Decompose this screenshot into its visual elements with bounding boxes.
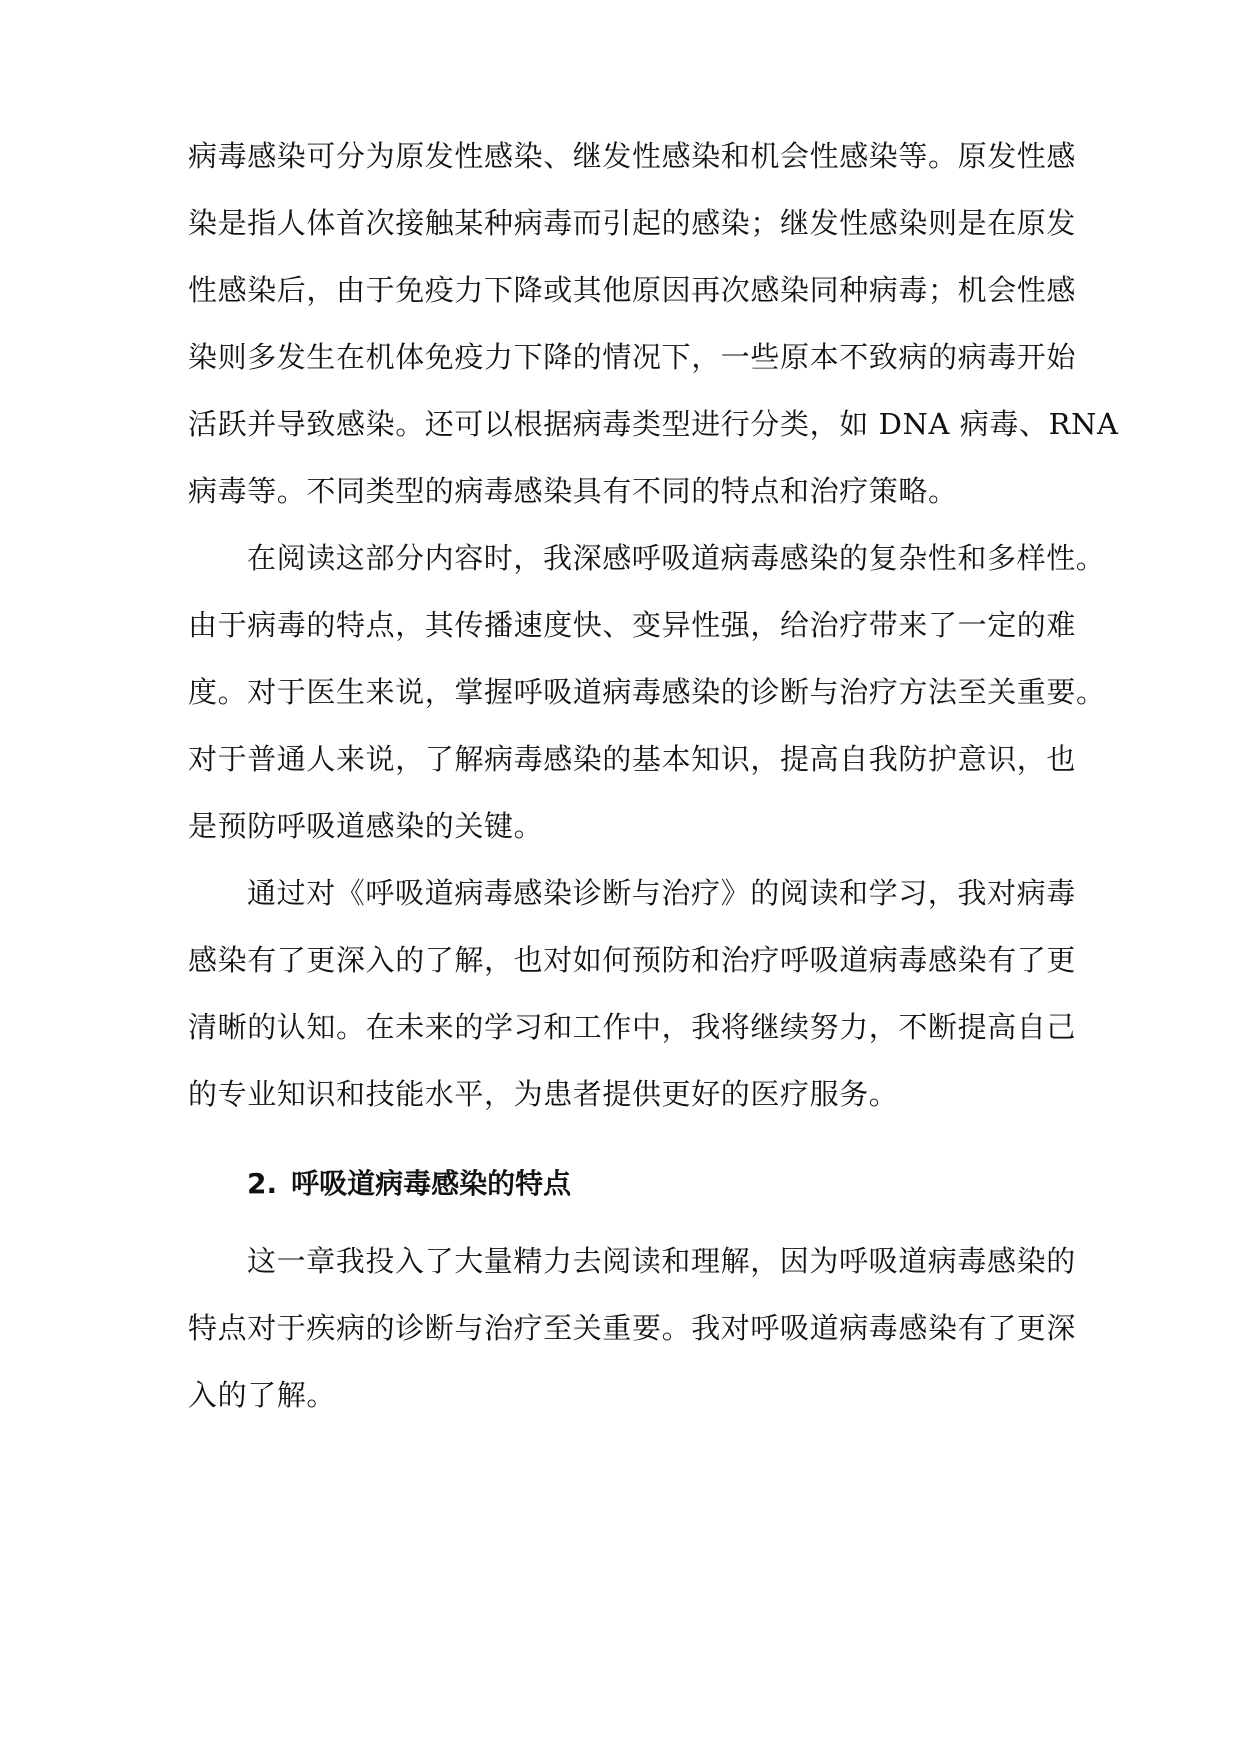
text-line: 是预防呼吸道感染的关键。 [188,809,544,843]
text-line: 度。对于医生来说，掌握呼吸道病毒感染的诊断与治疗方法至关重要。 [188,675,1106,709]
text-line: 病毒感染可分为原发性感染、继发性感染和机会性感染等。原发性感 [188,139,1077,173]
section-number: 2. [247,1167,278,1200]
section-heading [247,1164,571,1204]
text-line: 这一章我投入了大量精力去阅读和理解，因为呼吸道病毒感染的 [247,1244,1076,1278]
text-line: 通过对《呼吸道病毒感染诊断与治疗》的阅读和学习，我对病毒 [247,876,1076,910]
text-line: 对于普通人来说，了解病毒感染的基本知识，提高自我防护意识，也 [188,742,1077,776]
text-line: 感染有了更深入的了解，也对如何预防和治疗呼吸道病毒感染有了更 [188,943,1077,977]
text-line: 活跃并导致感染。还可以根据病毒类型进行分类，如 DNA 病毒、RNA [188,407,1119,441]
text-line: 在阅读这部分内容时，我深感呼吸道病毒感染的复杂性和多样性。 [247,541,1106,575]
text-line: 病毒等。不同类型的病毒感染具有不同的特点和治疗策略。 [188,474,958,508]
text-line: 入的了解。 [188,1378,337,1412]
text-line: 清晰的认知。在未来的学习和工作中，我将继续努力，不断提高自己 [188,1010,1077,1044]
text-line: 特点对于疾病的诊断与治疗至关重要。我对呼吸道病毒感染有了更深 [188,1311,1077,1345]
text-line: 染是指人体首次接触某种病毒而引起的感染；继发性感染则是在原发 [188,206,1077,240]
text-line: 的专业知识和技能水平，为患者提供更好的医疗服务。 [188,1077,899,1111]
section-title: 呼吸道病毒感染的特点 [291,1167,572,1200]
text-line: 性感染后，由于免疫力下降或其他原因再次感染同种病毒；机会性感 [188,273,1077,307]
text-line: 由于病毒的特点，其传播速度快、变异性强，给治疗带来了一定的难 [188,608,1077,642]
text-line: 染则多发生在机体免疫力下降的情况下，一些原本不致病的病毒开始 [188,340,1077,374]
